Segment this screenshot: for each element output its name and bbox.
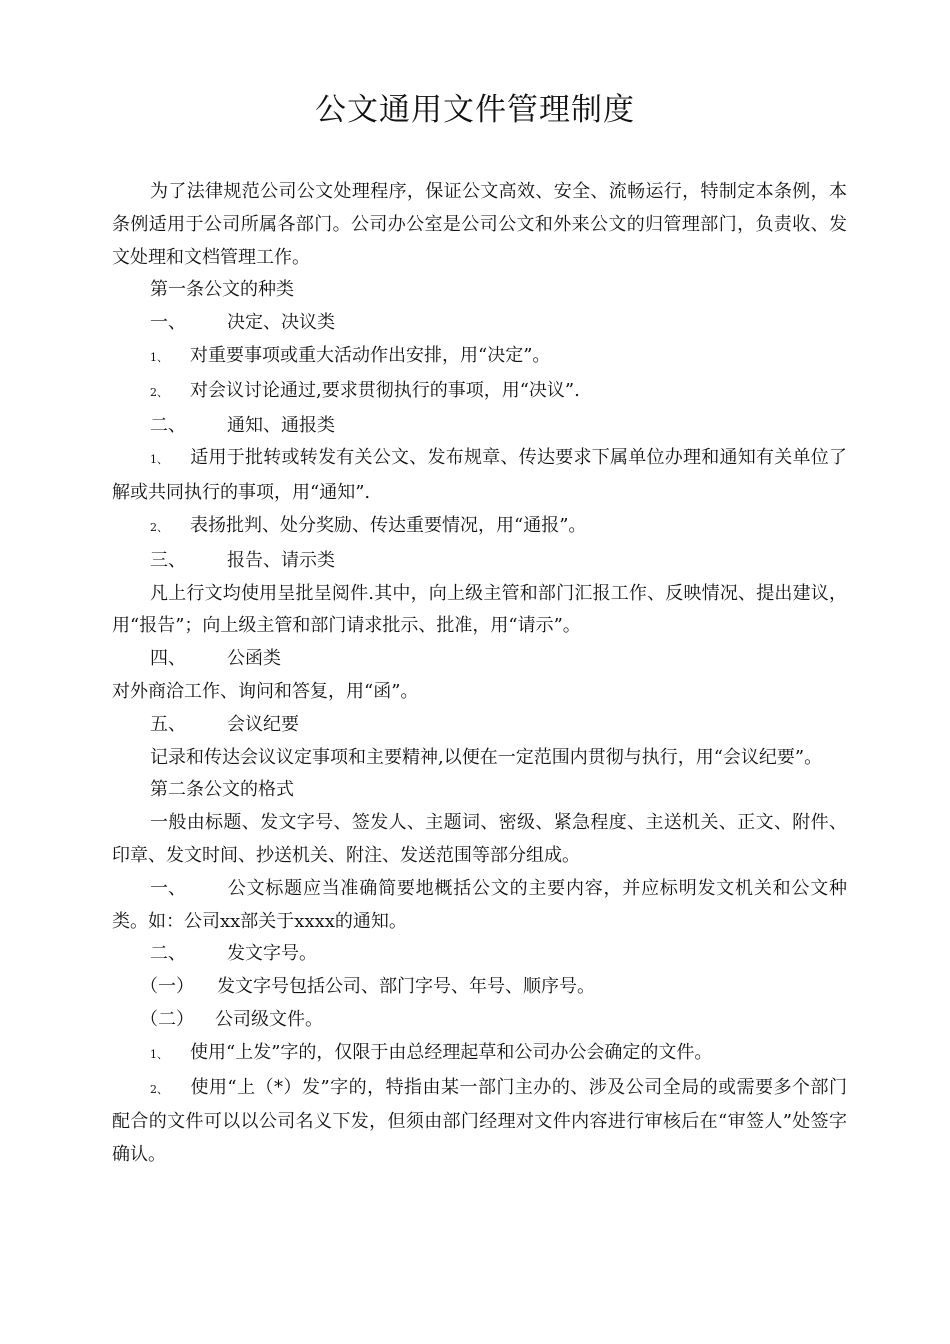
section-marker: 四、: [150, 648, 186, 670]
section-1-heading: [112, 307, 847, 340]
section-title: 报告、请示类: [227, 549, 335, 571]
section-title: 会议纪要: [227, 713, 299, 735]
article-1-heading: 第一条公文的种类: [150, 279, 294, 301]
item-number: 1、: [150, 350, 168, 364]
list-item: [112, 442, 847, 510]
document-body: [112, 176, 847, 1172]
item-text: 公文标题应当准确简要地概括公文的主要内容，并应标明发文机关和公文种类。如：公司xx部关于xxxx的通知。: [112, 877, 847, 932]
section-marker: 五、: [150, 713, 186, 735]
item-text: 对会议讨论通过,要求贯彻执行的事项，用“决议”.: [190, 379, 580, 401]
item-number: 1、: [150, 453, 168, 467]
section-marker: 一、: [150, 312, 186, 334]
list-item: [112, 340, 847, 375]
list-item: [112, 1072, 847, 1172]
section-marker: 二、: [150, 943, 186, 965]
section-marker: 一、: [150, 877, 186, 899]
item-number: 2、: [150, 385, 168, 399]
section-4-heading: [112, 643, 847, 676]
section-title: 发文字号。: [227, 943, 317, 965]
item-number: 1、: [150, 1047, 168, 1061]
subsection-text: 发文字号包括公司、部门字号、年号、顺序号。: [217, 976, 595, 998]
subsection-marker: （一）: [140, 976, 194, 998]
item-number: 2、: [150, 1082, 168, 1096]
item-text: 适用于批转或转发有关公文、发布规章、传达要求下属单位办理和通知有关单位了解或共同执行的事项，用“通知”.: [112, 447, 847, 504]
section-title: 通知、通报类: [227, 414, 335, 436]
section-4-text: 对外商洽工作、询问和答复，用“函”。: [112, 680, 419, 702]
list-item: [112, 510, 847, 545]
item-text: 表扬批判、处分奖励、传达重要情况，用“通报”。: [190, 514, 587, 536]
section-title: 决定、决议类: [227, 312, 335, 334]
section-marker: 二、: [150, 414, 186, 436]
format-item-1: [112, 873, 847, 939]
subsection-b: [112, 1004, 847, 1037]
section-5-heading: [112, 709, 847, 742]
section-marker: 三、: [150, 549, 186, 571]
section-3-heading: [112, 545, 847, 578]
section-title: 公函类: [227, 648, 281, 670]
item-text: 对重要事项或重大活动作出安排，用“决定”。: [190, 344, 551, 366]
item-text: 使用“上发”字的，仅限于由总经理起草和公司办公会确定的文件。: [190, 1041, 713, 1063]
document-title: 公文通用文件管理制度: [315, 92, 635, 128]
format-item-2-heading: [112, 938, 847, 971]
section-3-text: 凡上行文均使用呈批呈阅件.其中，向上级主管和部门汇报工作、反映情况、提出建议，用“报告”；向上级主管和部门请求批示、批准，用“请示”。: [112, 582, 847, 637]
article-2-heading: 第二条公文的格式: [150, 779, 294, 801]
subsection-a: [112, 971, 847, 1004]
list-item: [112, 1037, 847, 1072]
subsection-marker: （二）: [140, 1008, 194, 1030]
subsection-text: 公司级文件。: [215, 1008, 323, 1030]
section-2-heading: [112, 410, 847, 443]
article-2-text: 一般由标题、发文字号、签发人、主题词、密级、紧急程度、主送机关、正文、附件、印章、发文时间、抄送机关、附注、发送范围等部分组成。: [112, 812, 847, 866]
section-5-text: 记录和传达会议议定事项和主要精神,以便在一定范围内贯彻与执行，用“会议纪要”。: [150, 746, 823, 768]
item-number: 2、: [150, 520, 168, 534]
item-text: 使用“上（*）发”字的，特指由某一部门主办的、涉及公司全局的或需要多个部门配合的文件可以以公司名义下发，但须由部门经理对文件内容进行审核后在“审签人”处签字确认。: [112, 1076, 847, 1166]
list-item: [112, 375, 847, 410]
intro-paragraph: 为了法律规范公司公文处理程序，保证公文高效、安全、流畅运行，特制定本条例，本条例适用于公司所属各部门。公司办公室是公司公文和外来公文的归管理部门，负责收、发文处理和文档管理工作。: [112, 181, 847, 268]
